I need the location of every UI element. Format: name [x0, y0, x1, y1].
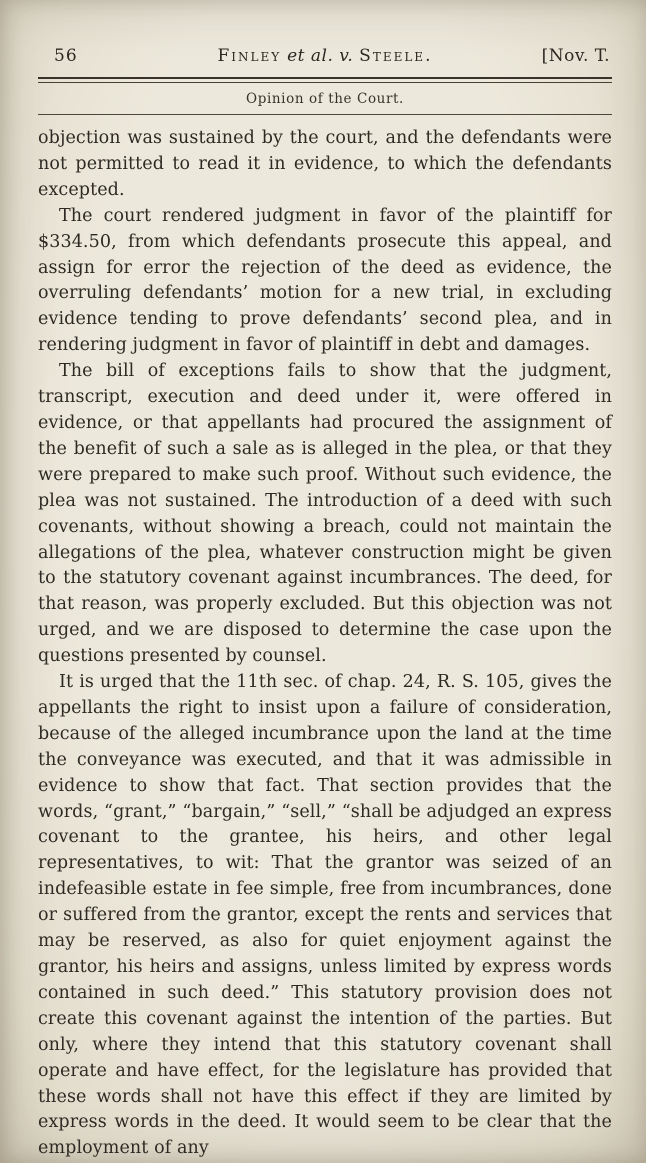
paragraph: The court rendered judgment in favor of the plaintiff for $334.50, from which defendants prosecute this appeal, and assign for error the rejection of the deed as evidence, the overruling defendants’ motion for a new trial, in excluding evidence tending to prove defendants’ second plea, and in rendering judgment in favor of plaintiff in debt and damages. — [38, 205, 612, 356]
page-number: 56 — [54, 46, 78, 66]
case-title — [38, 44, 612, 68]
body-text — [38, 126, 612, 1162]
paragraph: It is urged that the 11th sec. of chap. 24, R. S. 105, gives the appellants the right to insist upon a failure of consideration, because of the alleged incumbrance upon the land at the time the conveyance was executed, and that it was admissible in evidence to show that fact. That section provides that the words, “grant,” “bargain,” “sell,” “shall be adjudged an express covenant to the grantee, his heirs, and other legal representatives, to wit: That the grantor was seized of an indefeasible estate in fee simple, free from incumbrances, done or suffered from the grantor, except the rents and services that may be reserved, as also for quiet enjoyment against the grantor, his heirs and assigns, unless limited by express words contained in such deed.” This statutory provision does not create this covenant against the intention of the parties. But only, where they intend that this statutory covenant shall operate and have effect, for the legislature has provided that these words shall not have this effect if they are limited by express words in the deed. It would seem to be clear that the employment of any — [38, 672, 612, 1159]
running-head: Opinion of the Court. — [246, 91, 404, 107]
case-title-party1: Finley — [217, 46, 282, 66]
case-title-connector: et al. v. — [281, 46, 360, 66]
term-label: [Nov. T. — [541, 46, 610, 66]
page-header — [38, 44, 612, 68]
double-rule-divider — [38, 77, 612, 83]
case-title-party2: Steele. — [359, 46, 433, 66]
single-rule-divider — [38, 114, 612, 115]
paragraph: The bill of exceptions fails to show that the judgment, transcript, execution and deed under it, were offered in evidence, or that appellants had procured the assignment of the benefit of such a sale as is alleged in the plea, or that they were prepared to make such proof. Without such evidence, the plea was not sustained. The introduction of a deed with such covenants, without showing a breach, could not maintain the allegations of the plea, whatever construction might be given to the statutory covenant against incumbrances. The deed, for that reason, was properly excluded. But this objection was not urged, and we are disposed to determine the case upon the questions presented by counsel. — [38, 361, 612, 667]
paragraph: objection was sustained by the court, and the defendants were not permitted to read it in evidence, to which the defendants excepted. — [38, 128, 612, 200]
